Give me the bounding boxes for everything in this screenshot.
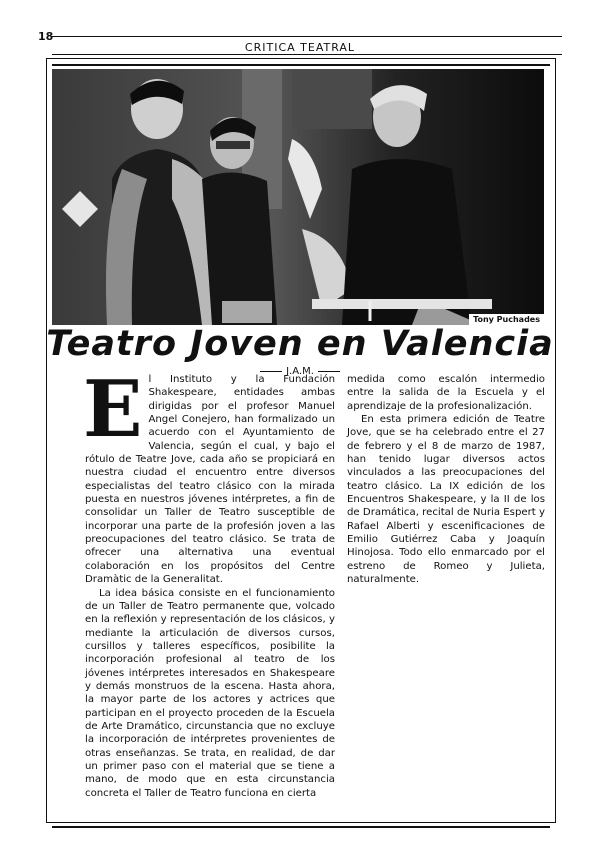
drop-cap: E [83,364,143,455]
paragraph-2: La idea básica consiste en el funcionamiento de un Taller de Teatro permanente que, volcado en la reflexión y representación de los clásicos, y mediante la articulación de diversos cursos, cursillos y talleres específicos, posibilite la incorporación profesional al teatro de los jóvenes intérpretes interesados en Shakespeare y demás monstruos de la escena. Hasta ahora, la mayor parte de los actores y actrices que participan en el proyecto proceden de la Escuela de Arte Dramático, circunstancia que no excluye la incorporación de intérpretes provenientes de otras enseñanzas. Se trata, en realidad, de dar un primer paso con el material que se tiene a mano, de modo que en esta circunstancia concreta el Taller de Teatro funciona en cierta [85,587,335,799]
article-column-right [347,373,545,587]
paragraph-1-text: l Instituto y la Fundación Shakespeare, entidades ambas dirigidas por el profesor Manuel Angel Conejero, han formalizado un acuerdo con el Ayuntamiento de Valencia, según el cual, y bajo el rótulo de Teatre Jove, cada año se propiciará en nuestra ciudad el encuentro entre diversos especialistas del teatro clásico con la mirada puesta en nuestros jóvenes intérpretes, a fin de consolidar un Taller de Teatro susceptible de incorporar una parte de la profesión joven a las preocupaciones del teatro clásico. Se trata de ofrecer una alternativa una eventual colaboración en los propósitos del Centre Dramàtic de la Generalitat. [85,374,335,586]
photo-top-rule [52,64,550,66]
section-rule [52,54,562,55]
paragraph-2-continued: medida como escalón intermedio entre la salida de la Escuela y el aprendizaje de la profesionalización. [347,374,545,412]
photo-image [52,69,544,325]
section-title: CRITICA TEATRAL [244,41,356,54]
byline-rule-left [260,371,282,372]
byline-author: J.A.M. [286,366,314,377]
header-rule [52,36,562,37]
page-number: 18 [38,30,54,43]
paragraph-3: En esta primera edición de Teatre Jove, que se ha celebrado entre el 27 de febrero y el 8 de marzo de 1987, han tenido lugar diversos actos vinculados a las preocupaciones del teatro clásico. La IX edición de los Encuentros Shakespeare, y la II de los de Dramática, recital de Nuria Espert y Rafael Alberti y escenificaciones de Emilio Gutiérrez Caba y Joaquín Hinojosa. Todo ello enmarcado por el estreno de Romeo y Julieta, naturalmente. [347,414,545,586]
article-photo [52,69,544,325]
article-title: Teatro Joven en Valencia [46,324,554,364]
byline-rule-right [318,371,340,372]
photo-credit: Tony Puchades [469,314,544,325]
footer-rule [52,826,550,828]
